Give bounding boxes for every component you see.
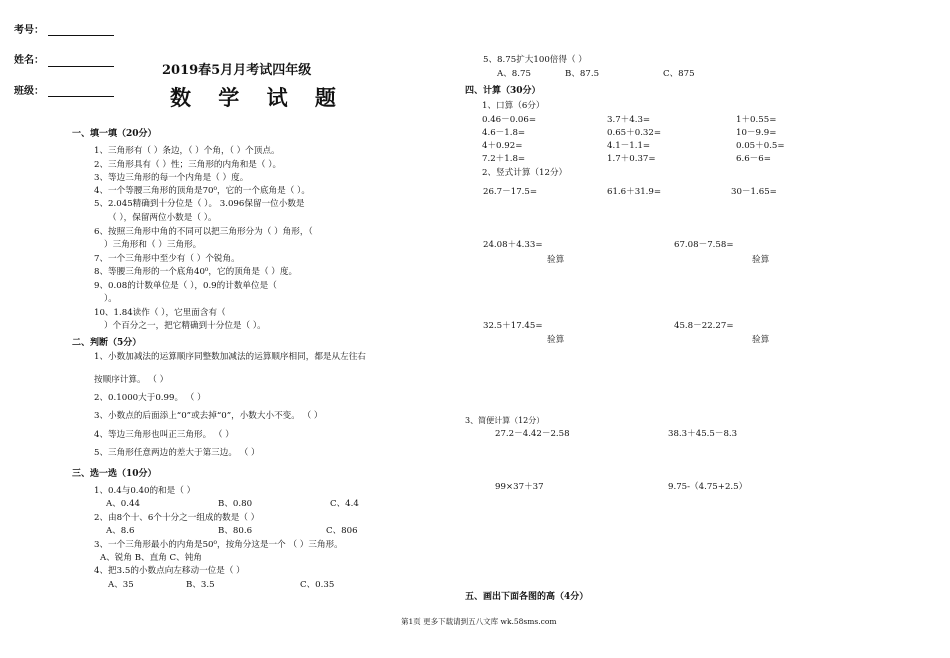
choice-option: A、35: [108, 580, 134, 590]
fill-line: ）。: [104, 294, 117, 304]
check-label: 验算: [547, 255, 565, 265]
choice-question: 2、由8个十、6个十分之一组成的数是（ ）: [94, 513, 260, 523]
choice-option: C、0.35: [300, 580, 335, 590]
page-footer: 第1页 更多下载请到五八文库 wk.58sms.com: [401, 617, 557, 626]
judge-line: 2、0.1000大于0.99。 （ ）: [94, 393, 206, 403]
fill-line: 3、等边三角形的每一个内角是（ ）度。: [94, 173, 249, 183]
oral-item: 4.6－1.8=: [482, 128, 526, 138]
fill-line: 2、三角形具有（ ）性；三角形的内角和是（ ）。: [94, 160, 282, 170]
oral-item: 0.65＋0.32=: [607, 128, 662, 138]
fill-line: （ ），保留两位小数是（ ）。: [108, 213, 217, 223]
choice-question: 4、把3.5的小数点向左移动一位是（ ）: [94, 566, 245, 576]
choice-option: B、80.6: [218, 526, 253, 536]
fill-line: ）个百分之一，把它精确到十分位是（ ）。: [104, 321, 266, 331]
simplify-item: 99×37＋37: [495, 482, 544, 492]
fill-line: 10、1.84读作（ ），它里面含有（: [94, 308, 226, 318]
exam-number-label: 考号：: [14, 25, 44, 36]
judge-line: 3、小数点的后面添上“0”或去掉“0”，小数大小不变。 （ ）: [94, 411, 323, 421]
section-judge-heading: 二、判断（5分）: [72, 338, 142, 348]
choice-option: A、8.75: [497, 69, 531, 79]
oral-item: 4＋0.92=: [482, 141, 523, 151]
section-choose-heading: 三、选一选（10分）: [72, 469, 157, 479]
fill-line: 6、按照三角形中角的不同可以把三角形分为（ ）角形，（: [94, 227, 313, 237]
class-label: 班级：: [14, 86, 44, 97]
name-label: 姓名：: [14, 55, 44, 66]
section-draw-heights-heading: 五、画出下面各图的高（4分）: [465, 592, 589, 602]
check-label: 验算: [752, 335, 770, 345]
oral-item: 6.6－6=: [736, 154, 771, 164]
fill-line: 8、等腰三角形的一个底角40⁰，它的顶角是（ ）度。: [94, 267, 298, 277]
exam-number-blank[interactable]: [48, 35, 114, 36]
simplify-calc-subheading: 3、简便计算（12分）: [465, 416, 545, 425]
fill-line: 9、0.08的计数单位是（ ），0.9的计数单位是（: [94, 281, 277, 291]
subject-title: 数 学 试 题: [170, 85, 346, 110]
oral-calc-subheading: 1、口算（6分）: [482, 101, 545, 111]
oral-item: 10－9.9=: [736, 128, 777, 138]
oral-item: 1.7＋0.37=: [607, 154, 656, 164]
oral-item: 1＋0.55=: [736, 115, 777, 125]
oral-item: 4.1－1.1=: [607, 141, 651, 151]
check-label: 验算: [752, 255, 770, 265]
exam-title: 2019春5月月考试四年级: [162, 63, 312, 78]
vertical-item: 26.7－17.5=: [483, 187, 538, 197]
choice-option: B、87.5: [565, 69, 600, 79]
vertical-item: 67.08－7.58=: [674, 240, 734, 250]
choice-option: C、4.4: [330, 499, 359, 509]
choice-option: C、875: [663, 69, 695, 79]
choice-option: B、3.5: [186, 580, 215, 590]
vertical-item: 24.08＋4.33=: [483, 240, 543, 250]
section-calculate-heading: 四、计算（30分）: [465, 86, 541, 96]
vertical-item: 30－1.65=: [731, 187, 777, 197]
oral-item: 3.7＋4.3=: [607, 115, 651, 125]
fill-line: ）三角形和（ ）三角形。: [104, 240, 202, 250]
fill-line: 7、一个三角形中至少有（ ）个锐角。: [94, 254, 240, 264]
class-blank[interactable]: [48, 96, 114, 97]
simplify-item: 9.75-（4.75+2.5）: [668, 482, 748, 492]
fill-line: 4、一个等腰三角形的顶角是70⁰，它的一个底角是（ ）。: [94, 186, 310, 196]
choice-option: C、806: [326, 526, 358, 536]
simplify-item: 27.2－4.42－2.58: [495, 429, 570, 439]
judge-line: 1、小数加减法的运算顺序同整数加减法的运算顺序相同，都是从左往右: [94, 352, 366, 362]
vertical-item: 32.5＋17.45=: [483, 321, 543, 331]
oral-item: 0.05＋0.5=: [736, 141, 785, 151]
simplify-item: 38.3＋45.5－8.3: [668, 429, 738, 439]
vertical-item: 61.6＋31.9=: [607, 187, 662, 197]
judge-line: 按顺序计算。 （ ）: [94, 375, 169, 385]
oral-item: 0.46－0.06=: [482, 115, 537, 125]
name-blank[interactable]: [48, 66, 114, 67]
section-fill-in-heading: 一、填一填（20分）: [72, 129, 157, 139]
choice-options: A、锐角 B、直角 C、钝角: [100, 553, 202, 563]
choice-question: 3、一个三角形最小的内角是50⁰，按角分这是一个 （ ）三角形。: [94, 540, 343, 550]
oral-item: 7.2＋1.8=: [482, 154, 526, 164]
judge-line: 5、三角形任意两边的差大于第三边。 （ ）: [94, 448, 260, 458]
check-label: 验算: [547, 335, 565, 345]
vertical-item: 45.8－22.27=: [674, 321, 734, 331]
fill-line: 1、三角形有（ ）条边，（ ）个角，（ ）个顶点。: [94, 146, 280, 156]
choice-option: B、0.80: [218, 499, 253, 509]
vertical-calc-subheading: 2、竖式计算（12分）: [482, 168, 568, 178]
choice-question: 5、8.75扩大100倍得（ ）: [483, 55, 587, 65]
choice-question: 1、0.4与0.40的和是（ ）: [94, 486, 196, 496]
judge-line: 4、等边三角形也叫正三角形。 （ ）: [94, 430, 234, 440]
fill-line: 5、2.045精确到十分位是（ ）。 3.096保留一位小数是: [94, 199, 305, 209]
choice-option: A、0.44: [106, 499, 140, 509]
choice-option: A、8.6: [106, 526, 135, 536]
